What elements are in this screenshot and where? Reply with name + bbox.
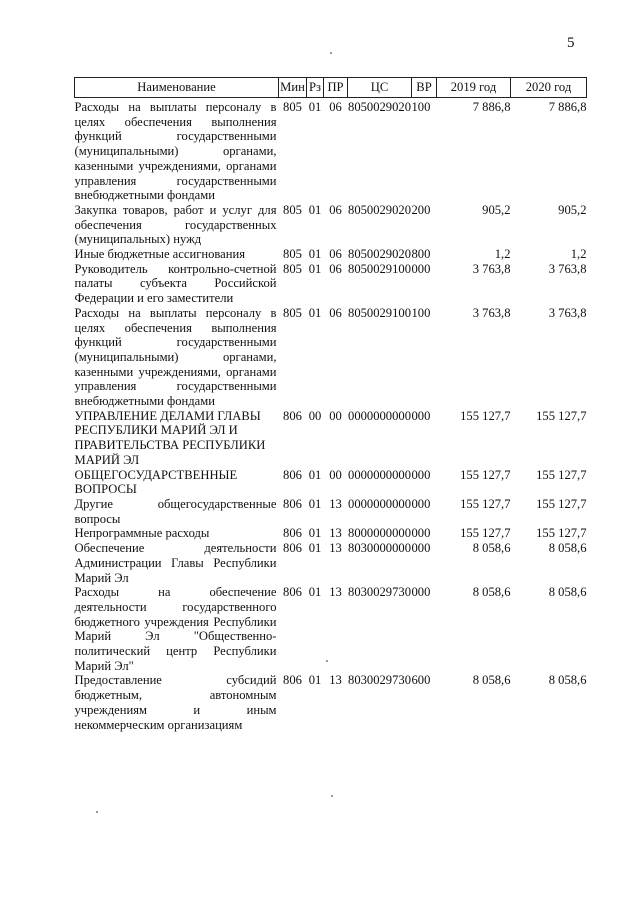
row-rz: 01 (308, 541, 322, 556)
row-name: Расходы на выплаты персоналу в целях обеспечения выполнения функций государственными (муниципальными) органами, казенными учреждениями, органами управления государственными внебюджетными фондами (74, 305, 277, 409)
scan-speck (330, 52, 332, 54)
header-2020: 2020 год (511, 78, 587, 98)
row-pr: 13 (329, 585, 342, 600)
row-min: 805 (283, 202, 302, 217)
row-2019: 155 127,7 (460, 467, 511, 482)
row-2019: 8 058,6 (472, 541, 511, 556)
row-2020: 155 127,7 (536, 526, 587, 541)
row-vr: 600 (411, 673, 431, 688)
row-2020: 8 058,6 (548, 585, 587, 600)
table-row (75, 673, 587, 732)
header-vr: ВР (412, 78, 437, 98)
row-2019: 1,2 (494, 247, 511, 262)
row-name: Расходы на выплаты персоналу в целях обеспечения выполнения функций государственными (муниципальными) органами, казенными учреждениями, органами управления государственными внебюджетными фондами (74, 100, 277, 203)
row-name: Руководитель контрольно-счетной палаты субъекта Российской Федерации и его заместители (74, 261, 277, 306)
table-row (75, 409, 587, 468)
row-2020: 8 058,6 (548, 673, 587, 688)
row-min: 806 (283, 541, 302, 556)
row-min: 806 (283, 496, 302, 511)
row-pr: 00 (329, 467, 342, 482)
row-2020: 155 127,7 (536, 467, 587, 482)
table-row (75, 247, 587, 262)
row-vr: 000 (411, 526, 431, 541)
header-name: Наименование (75, 78, 279, 98)
row-min: 806 (283, 526, 302, 541)
row-vr: 100 (411, 305, 431, 320)
row-cs: 8050029020 (348, 100, 411, 114)
row-2020: 1,2 (570, 247, 587, 262)
header-rz: Рз (307, 78, 324, 98)
row-cs: 8030029730 (348, 585, 411, 600)
row-rz: 01 (308, 247, 322, 262)
row-name: Обеспечение деятельности Администрации Главы Республики Марий Эл (74, 541, 277, 585)
row-vr: 000 (411, 261, 431, 276)
row-2019: 8 058,6 (472, 673, 511, 688)
row-2020: 8 058,6 (548, 541, 587, 556)
row-pr: 06 (329, 202, 342, 217)
header-cs: ЦС (348, 78, 412, 98)
row-rz: 01 (308, 305, 322, 320)
row-min: 805 (283, 261, 302, 276)
row-vr: 000 (411, 496, 431, 511)
row-name: Предоставление субсидий бюджетным, автономным учреждениям и иным некоммерческим организациям (74, 673, 277, 732)
scan-speck (96, 811, 98, 813)
row-vr: 000 (411, 408, 431, 423)
table-row (75, 541, 587, 585)
row-2019: 155 127,7 (460, 408, 511, 423)
row-rz: 00 (308, 408, 322, 423)
row-cs: 8050029020 (348, 202, 411, 217)
row-cs: 0000000000 (348, 408, 411, 423)
row-2020: 3 763,8 (548, 261, 587, 276)
row-2019: 3 763,8 (472, 261, 511, 276)
row-min: 806 (283, 467, 302, 482)
row-name: Закупка товаров, работ и услуг для обеспечения государственных (муниципальных) нужд (74, 202, 277, 247)
row-vr: 000 (411, 585, 431, 600)
row-vr: 000 (411, 541, 431, 556)
row-pr: 13 (329, 541, 342, 556)
row-2019: 155 127,7 (460, 496, 511, 511)
row-vr: 100 (411, 100, 431, 114)
row-name: ОБЩЕГОСУДАРСТВЕННЫЕ ВОПРОСЫ (74, 467, 238, 497)
row-cs: 0000000000 (348, 496, 411, 511)
row-2019: 3 763,8 (472, 305, 511, 320)
row-2020: 155 127,7 (536, 496, 587, 511)
row-pr: 13 (329, 496, 342, 511)
row-pr: 06 (329, 247, 342, 262)
row-pr: 13 (329, 673, 342, 688)
row-min: 806 (283, 585, 302, 600)
header-min: Мин (279, 78, 307, 98)
row-min: 806 (283, 408, 302, 423)
row-2020: 7 886,8 (548, 100, 587, 114)
table-row (75, 585, 587, 673)
table-row (75, 497, 587, 526)
row-vr: 200 (411, 202, 431, 217)
table-row (75, 306, 587, 409)
table-header-row (75, 78, 587, 98)
row-cs: 8050029100 (348, 261, 411, 276)
row-min: 805 (283, 305, 302, 320)
row-rz: 01 (308, 673, 322, 688)
row-2020: 905,2 (558, 202, 587, 217)
row-cs: 8030029730 (348, 673, 411, 688)
row-min: 806 (283, 673, 302, 688)
budget-table (74, 77, 587, 732)
row-pr: 06 (329, 100, 342, 114)
page-number: 5 (567, 35, 575, 51)
row-rz: 01 (308, 526, 322, 541)
row-pr: 06 (329, 305, 342, 320)
row-name: УПРАВЛЕНИЕ ДЕЛАМИ ГЛАВЫ РЕСПУБЛИКИ МАРИЙ ЭЛ И ПРАВИТЕЛЬСТВА РЕСПУБЛИКИ МАРИЙ ЭЛ (74, 408, 266, 467)
row-name: Другие общегосударственные вопросы (74, 496, 277, 526)
table-row (75, 526, 587, 541)
row-cs: 8050029100 (348, 305, 411, 320)
row-name: Иные бюджетные ассигнования (74, 247, 246, 262)
row-vr: 800 (411, 247, 431, 262)
row-2019: 8 058,6 (472, 585, 511, 600)
row-2020: 3 763,8 (548, 305, 587, 320)
row-name: Непрограммные расходы (74, 526, 210, 541)
row-min: 805 (283, 247, 302, 262)
row-rz: 01 (308, 202, 322, 217)
row-pr: 00 (329, 408, 342, 423)
header-pr: ПР (324, 78, 348, 98)
row-pr: 06 (329, 261, 342, 276)
row-2020: 155 127,7 (536, 408, 587, 423)
row-2019: 905,2 (482, 202, 511, 217)
row-cs: 8000000000 (348, 526, 411, 541)
table-row (75, 262, 587, 306)
row-cs: 8050029020 (348, 247, 411, 262)
row-name: Расходы на обеспечение деятельности государственного бюджетного учреждения Республики Марий Эл "Общественно-политический центр Республики Марий Эл" (74, 585, 277, 673)
scan-speck (331, 795, 333, 797)
scan-speck (326, 660, 328, 662)
row-min: 805 (283, 100, 302, 114)
table-row (75, 98, 587, 203)
row-rz: 01 (308, 585, 322, 600)
row-rz: 01 (308, 467, 322, 482)
row-rz: 01 (308, 496, 322, 511)
table-row (75, 203, 587, 247)
row-cs: 0000000000 (348, 467, 411, 482)
row-pr: 13 (329, 526, 342, 541)
row-rz: 01 (308, 100, 322, 114)
header-2019: 2019 год (437, 78, 511, 98)
row-2019: 7 886,8 (472, 100, 511, 114)
row-rz: 01 (308, 261, 322, 276)
row-2019: 155 127,7 (460, 526, 511, 541)
row-cs: 8030000000 (348, 541, 411, 556)
row-vr: 000 (411, 467, 431, 482)
table-row (75, 468, 587, 497)
